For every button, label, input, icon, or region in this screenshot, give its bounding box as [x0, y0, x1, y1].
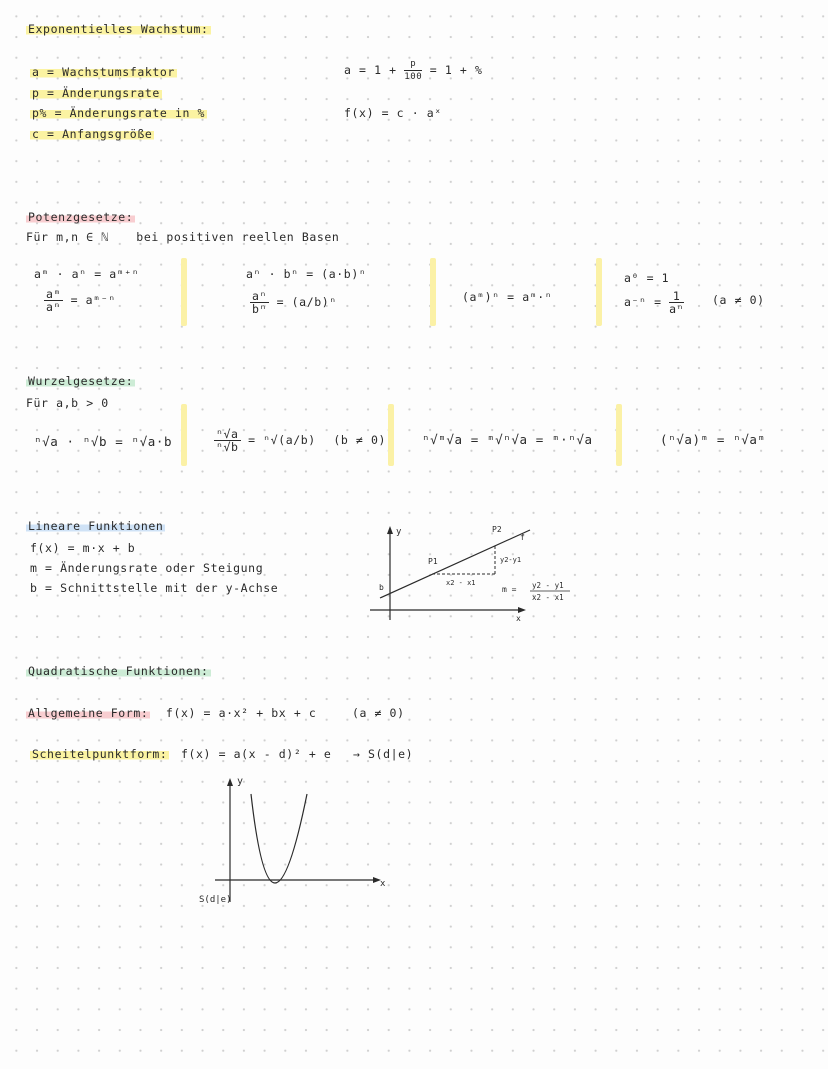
exp-formula-f: f(x) = c · aˣ [344, 106, 442, 120]
power-subtitle: Für m,n ∈ ℕ bei positiven reellen Basen [26, 230, 340, 244]
root-title: Wurzelgesetze: [28, 374, 134, 388]
power-title: Potenzgesetze: [28, 210, 134, 224]
y-axis-label: y [396, 527, 402, 537]
p1-label: P1 [428, 557, 438, 566]
quad-general: Allgemeine Form: f(x) = a·x² + bx + c (a ≠ 0) [28, 706, 405, 720]
power-law-6: a⁰ = 1 [624, 271, 670, 285]
power-law-4: $\frac{\text{aⁿ}}{\text{bⁿ}}$ = (a/b)ⁿ [252, 289, 337, 316]
root-law-1: ⁿ√a · ⁿ√b = ⁿ√a·b [34, 434, 173, 449]
exp-def-p: p = Änderungsrate [32, 86, 160, 100]
linear-graph [360, 520, 590, 625]
power-law-5: (aᵐ)ⁿ = aᵐ·ⁿ [462, 290, 553, 304]
slope-formula-den: x2 - x1 [532, 593, 564, 602]
root-law-4: (ⁿ√a)ᵐ = ⁿ√aᵐ [660, 432, 766, 447]
p2-label: P2 [492, 525, 502, 534]
divider-bar [388, 404, 394, 466]
parabola-curve [251, 794, 307, 883]
y-axis-arrow [387, 526, 393, 534]
linear-b-def: b = Schnittstelle mit der y-Achse [30, 581, 279, 595]
exp-def-a: a = Wachstumsfaktor [32, 65, 175, 79]
slope-formula-left: m = [502, 585, 517, 594]
root-subtitle: Für a,b > 0 [26, 396, 109, 410]
exp-fraction: $\frac{p}{100}$ [404, 59, 423, 82]
dy-label: y2-y1 [500, 556, 522, 564]
linear-m-def: m = Änderungsrate oder Steigung [30, 561, 264, 575]
quad-title: Quadratische Funktionen: [28, 664, 209, 678]
exp-title: Exponentielles Wachstum: [28, 22, 209, 36]
parabola-graph [195, 772, 395, 907]
power-law-2: $\frac{\text{aᵐ}}{\text{aⁿ}}$ = aᵐ⁻ⁿ [46, 287, 116, 314]
root-law-2: $\frac{\text{ⁿ√a}}{\text{ⁿ√b}}$ = ⁿ√(a/b) (b ≠ 0) [216, 427, 387, 454]
linear-formula: f(x) = m·x + b [30, 541, 136, 555]
exp-def-c: c = Anfangsgröße [32, 127, 153, 141]
linear-title: Lineare Funktionen [28, 519, 164, 533]
quad-vertex: Scheitelpunktform: f(x) = a(x - d)² + e → S(d|e) [32, 747, 414, 761]
y-axis-label: y [237, 776, 244, 787]
dx-label: x2 - x1 [446, 579, 476, 587]
divider-bar [596, 258, 602, 326]
power-law-1: aᵐ · aⁿ = aᵐ⁺ⁿ [34, 267, 140, 281]
divider-bar [181, 404, 187, 466]
b-label: b [379, 583, 384, 592]
f-label: f [520, 533, 525, 542]
divider-bar [181, 258, 187, 326]
divider-bar [430, 258, 436, 326]
y-axis-arrow [227, 778, 233, 786]
divider-bar [616, 404, 622, 466]
exp-formula-a: a = 1 + $\frac{p}{100}$ = 1 + % [344, 59, 483, 82]
x-axis-label: x [516, 614, 521, 623]
x-axis-label: x [380, 879, 386, 889]
power-law-3: aⁿ · bⁿ = (a·b)ⁿ [246, 267, 367, 281]
power-law-7: a⁻ⁿ = $\frac{1}{\text{aⁿ}}$ [624, 289, 685, 316]
power-law-7-condition: (a ≠ 0) [712, 293, 765, 307]
x-axis-arrow [518, 607, 526, 613]
vertex-label: S(d|e) [199, 895, 232, 905]
exp-def-p-percent: p% = Änderungsrate in % [32, 106, 206, 120]
slope-formula-num: y2 - y1 [532, 581, 564, 590]
root-law-3: ⁿ√ᵐ√a = ᵐ√ⁿ√a = ᵐ·ⁿ√a [422, 432, 593, 447]
